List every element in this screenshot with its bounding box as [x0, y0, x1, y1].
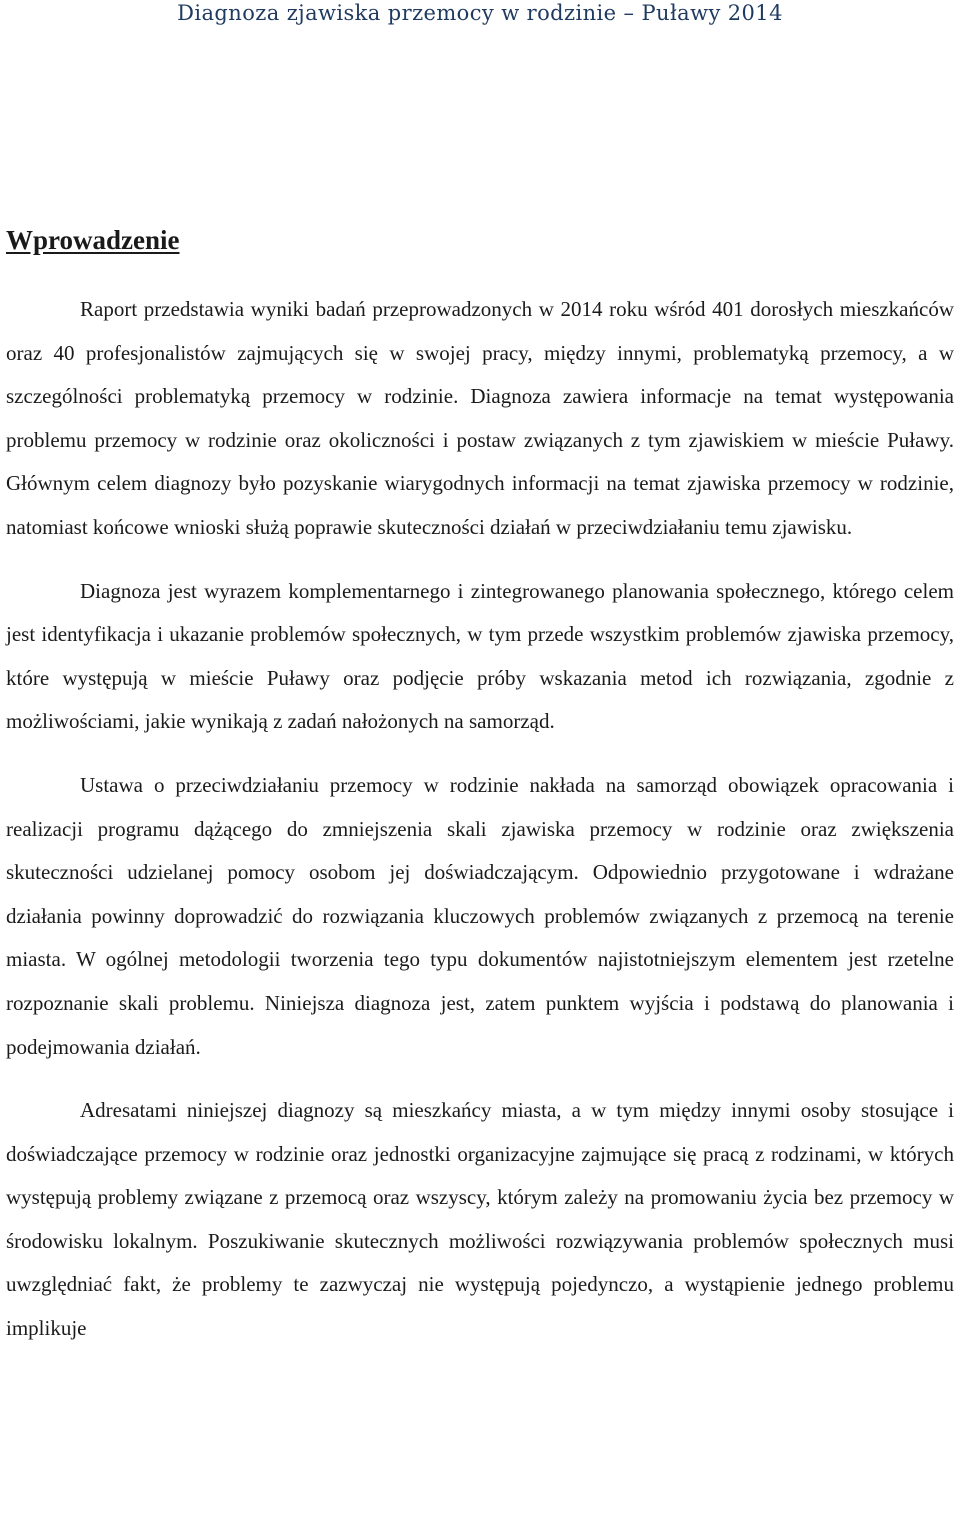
paragraph-3: Ustawa o przeciwdziałaniu przemocy w rodzinie nakłada na samorząd obowiązek opracowania i realizacji programu dążącego do zmniejszenia skali zjawiska przemocy w rodzinie oraz zwiększenia skuteczności udzielanej pomocy osobom jej doświadczającym. Odpowiednio przygotowane i wdrażane działania powinny doprowadzić do rozwiązania kluczowych problemów związanych z przemocą na terenie miasta. W ogólnej metodologii tworzenia tego typu dokumentów najistotniejszym elementem jest rzetelne rozpoznanie skali problemu. Niniejsza diagnoza jest, zatem punktem wyjścia i podstawą do planowania i podejmowania działań. [6, 772, 954, 1059]
paragraph-2: Diagnoza jest wyrazem komplementarnego i zintegrowanego planowania społecznego, którego celem jest identyfikacja i ukazanie problemów społecznych, w tym przede wszystkim problemów zjawiska przemocy, które występują w mieście Puławy oraz podjęcie próby wskazania metod ich rozwiązania, zgodnie z możliwościami, jakie wynikają z zadań nałożonych na samorząd. [6, 578, 954, 734]
section-title: Wprowadzenie [6, 225, 180, 255]
paragraph-4: Adresatami niniejszej diagnozy są mieszkańcy miasta, a w tym między innymi osoby stosujące i doświadczające przemocy w rodzinie oraz jednostki organizacyjne zajmujące się pracą z rodzinami, w których występują problemy związane z przemocą oraz wszyscy, którym zależy na promowaniu życia bez przemocy w środowisku lokalnym. Poszukiwanie skutecznych możliwości rozwiązywania problemów społecznych musi uwzględniać fakt, że problemy te zazwyczaj nie występują pojedynczo, a wystąpienie jednego problemu implikuje [6, 1098, 954, 1341]
document-body [6, 222, 954, 1351]
page-header: Diagnoza zjawiska przemocy w rodzinie – Puławy 2014 [177, 1, 783, 25]
paragraph-1: Raport przedstawia wyniki badań przeprowadzonych w 2014 roku wśród 401 dorosłych mieszkańców oraz 40 profesjonalistów zajmujących się w swojej pracy, między innymi, problematyką przemocy, a w szczególności problematyką przemocy w rodzinie. Diagnoza zawiera informacje na temat występowania problemu przemocy w rodzinie oraz okoliczności i postaw związanych z tym zjawiskiem w mieście Puławy. Głównym celem diagnozy było pozyskanie wiarygodnych informacji na temat zjawiska przemocy w rodzinie, natomiast końcowe wnioski służą poprawie skuteczności działań w przeciwdziałaniu temu zjawisku. [6, 297, 954, 539]
